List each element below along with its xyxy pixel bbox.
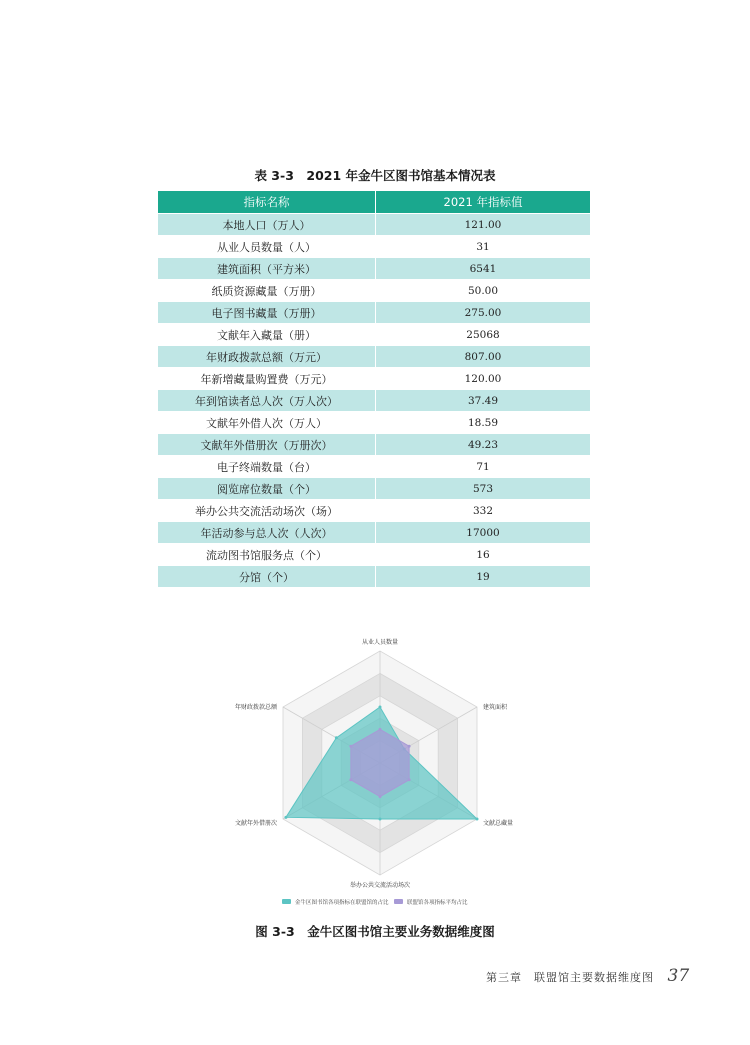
indicator-value-cell: 49.23 xyxy=(376,434,591,456)
figure-caption: 图 3-3 金牛区图书馆主要业务数据维度图 xyxy=(255,924,495,939)
legend-label: 金牛区图书馆各项指标在联盟馆的占比 xyxy=(295,900,389,906)
chapter-label: 第三章 联盟馆主要数据维度图 xyxy=(486,971,654,984)
table-row xyxy=(158,390,591,412)
indicator-name-cell: 年到馆读者总人次（万人次） xyxy=(158,390,376,412)
radar-axis-label: 文献总藏量 xyxy=(482,820,514,827)
radar-point xyxy=(475,818,478,821)
radar-chart xyxy=(190,615,570,915)
indicator-value-cell: 50.00 xyxy=(376,280,591,302)
indicator-value-cell: 6541 xyxy=(376,258,591,280)
table-row xyxy=(158,258,591,280)
indicator-value-cell: 120.00 xyxy=(376,368,591,390)
indicator-name-cell: 文献年外借人次（万人） xyxy=(158,412,376,434)
radar-point xyxy=(408,745,411,748)
table-row xyxy=(158,368,591,390)
indicator-name-cell: 年活动参与总人次（人次） xyxy=(158,522,376,544)
indicator-value-cell: 332 xyxy=(376,500,591,522)
indicator-value-cell: 275.00 xyxy=(376,302,591,324)
table-row xyxy=(158,456,591,478)
indicator-value-cell: 807.00 xyxy=(376,346,591,368)
indicator-name-cell: 本地人口（万人） xyxy=(158,214,376,236)
radar-point xyxy=(379,818,382,821)
legend-swatch xyxy=(394,899,403,904)
indicator-name-cell: 阅览席位数量（个） xyxy=(158,478,376,500)
radar-axis-label: 从业人员数量 xyxy=(361,639,399,646)
radar-point xyxy=(379,795,382,798)
radar-axis-label: 举办公共交流活动场次 xyxy=(349,882,411,889)
table-row xyxy=(158,500,591,522)
indicator-name-cell: 从业人员数量（人） xyxy=(158,236,376,258)
legend-label: 联盟馆各项指标平均占比 xyxy=(407,900,468,906)
header-indicator-value: 2021 年指标值 xyxy=(376,191,591,214)
indicator-name-cell: 分馆（个） xyxy=(158,566,376,588)
indicator-name-cell: 举办公共交流活动场次（场） xyxy=(158,500,376,522)
radar-axis-label: 年财政拨款总额 xyxy=(234,704,278,711)
table-row xyxy=(158,324,591,346)
indicator-name-cell: 流动图书馆服务点（个） xyxy=(158,544,376,566)
indicator-name-cell: 文献年入藏量（册） xyxy=(158,324,376,346)
table-row xyxy=(158,434,591,456)
table-row xyxy=(158,302,591,324)
page-footer xyxy=(486,966,689,986)
indicator-name-cell: 电子图书藏量（万册） xyxy=(158,302,376,324)
table-row xyxy=(158,544,591,566)
indicator-name-cell: 文献年外借册次（万册次） xyxy=(158,434,376,456)
radar-axis-label: 建筑面积 xyxy=(482,704,508,711)
indicator-value-cell: 71 xyxy=(376,456,591,478)
indicator-value-cell: 17000 xyxy=(376,522,591,544)
radar-point xyxy=(408,778,411,781)
table-row xyxy=(158,236,591,258)
indicator-value-cell: 25068 xyxy=(376,324,591,346)
indicator-name-cell: 年新增藏量购置费（万元） xyxy=(158,368,376,390)
radar-axis-label: 文献年外借册次 xyxy=(234,820,278,827)
table-row xyxy=(158,522,591,544)
radar-point xyxy=(349,745,352,748)
library-stats-table xyxy=(158,191,591,587)
indicator-name-cell: 年财政拨款总额（万元） xyxy=(158,346,376,368)
header-indicator-name: 指标名称 xyxy=(158,191,376,214)
page-number: 37 xyxy=(667,966,690,986)
indicator-value-cell: 573 xyxy=(376,478,591,500)
indicator-name-cell: 纸质资源藏量（万册） xyxy=(158,280,376,302)
table-row xyxy=(158,214,591,236)
indicator-value-cell: 18.59 xyxy=(376,412,591,434)
indicator-value-cell: 19 xyxy=(376,566,591,588)
radar-point xyxy=(379,706,382,709)
indicator-value-cell: 16 xyxy=(376,544,591,566)
table-row xyxy=(158,346,591,368)
table-caption: 表 3-3 2021 年金牛区图书馆基本情况表 xyxy=(254,168,496,183)
legend-swatch xyxy=(282,899,291,904)
radar-point xyxy=(349,778,352,781)
radar-point xyxy=(335,736,338,739)
indicator-name-cell: 建筑面积（平方米） xyxy=(158,258,376,280)
table-row xyxy=(158,478,591,500)
indicator-value-cell: 37.49 xyxy=(376,390,591,412)
indicator-value-cell: 121.00 xyxy=(376,214,591,236)
table-header-row xyxy=(158,191,591,214)
indicator-name-cell: 电子终端数量（台） xyxy=(158,456,376,478)
radar-point xyxy=(379,728,382,731)
table-row xyxy=(158,412,591,434)
indicator-value-cell: 31 xyxy=(376,236,591,258)
table-row xyxy=(158,280,591,302)
table-row xyxy=(158,566,591,588)
radar-point xyxy=(284,816,287,819)
